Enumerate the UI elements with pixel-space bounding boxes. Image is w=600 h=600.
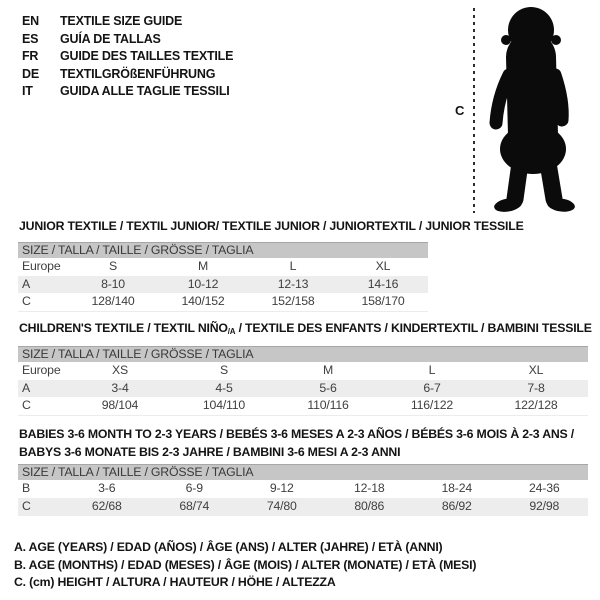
- size-cell: L: [428, 363, 436, 377]
- language-code: DE: [22, 66, 39, 81]
- children-title-pre: CHILDREN'S TEXTILE / TEXTIL NIÑO: [19, 321, 228, 335]
- size-cell: XL: [528, 363, 544, 377]
- footnote-height: C. (cm) HEIGHT / ALTURA / HAUTEUR / HÖHE / ALTEZZA: [14, 575, 336, 589]
- row-label: B: [22, 481, 31, 495]
- size-header-bar: SIZE / TALLA / TAILLE / GRÖSSE / TAGLIA: [18, 346, 588, 362]
- height-cell: 92/98: [529, 498, 560, 513]
- row-label: Europe: [22, 363, 61, 377]
- size-cell: S: [219, 363, 228, 377]
- babies-size-table: [18, 464, 588, 516]
- height-cell: 68/74: [179, 498, 210, 513]
- row-label: A: [22, 380, 31, 395]
- height-cell: 116/122: [410, 398, 454, 412]
- junior-table-title: JUNIOR TEXTILE / TEXTIL JUNIOR/ TEXTILE JUNIOR / JUNIORTEXTIL / JUNIOR TESSILE: [19, 219, 524, 233]
- height-cell: 74/80: [266, 498, 297, 513]
- months-cell: 6-9: [185, 481, 203, 495]
- months-cell: 24-36: [529, 481, 560, 495]
- height-cell: 140/152: [181, 294, 225, 308]
- language-title: GUÍA DE TALLAS: [60, 31, 161, 46]
- age-cell: 14-16: [367, 276, 399, 291]
- language-code: ES: [22, 31, 39, 46]
- row-label: C: [22, 498, 31, 513]
- size-header-bar: SIZE / TALLA / TAILLE / GRÖSSE / TAGLIA: [18, 242, 428, 258]
- size-cell: XL: [375, 259, 391, 273]
- age-cell: 7-8: [527, 380, 545, 395]
- height-cell: 104/110: [202, 398, 246, 412]
- age-cell: 3-4: [111, 380, 129, 395]
- language-title: TEXTILGRÖßENFÜHRUNG: [60, 66, 216, 81]
- height-cell: 80/86: [354, 498, 385, 513]
- size-cell: M: [197, 259, 209, 273]
- months-cell: 9-12: [269, 481, 294, 495]
- children-title-sub: /A: [227, 327, 236, 336]
- height-cell: 110/116: [307, 398, 349, 412]
- language-row-es: [22, 31, 233, 49]
- table-row-height: [18, 397, 588, 415]
- row-label: A: [22, 276, 31, 291]
- months-cell: 12-18: [354, 481, 385, 495]
- junior-size-table: [18, 242, 428, 312]
- size-header-bar: SIZE / TALLA / TAILLE / GRÖSSE / TAGLIA: [18, 464, 588, 480]
- table-row-europe: [18, 258, 428, 276]
- language-title-list: [22, 13, 233, 101]
- age-cell: 12-13: [277, 276, 309, 291]
- row-label: C: [22, 294, 31, 308]
- age-cell: 6-7: [423, 380, 441, 395]
- height-cell: 98/104: [101, 398, 139, 412]
- toddler-silhouette-icon: [481, 3, 599, 215]
- table-row-height: [18, 293, 428, 311]
- size-cell: M: [322, 363, 334, 377]
- size-cell: L: [289, 259, 297, 273]
- children-size-table: [18, 346, 588, 416]
- legend-footnotes: [14, 539, 476, 592]
- height-cell: 86/92: [441, 498, 472, 513]
- size-cell: S: [108, 259, 117, 273]
- footnote-age-months: B. AGE (MONTHS) / EDAD (MESES) / ÂGE (MOIS) / ALTER (MONATE) / ETÀ (MESI): [14, 557, 477, 572]
- table-row-europe: [18, 362, 588, 380]
- language-title: GUIDE DES TAILLES TEXTILE: [60, 49, 234, 63]
- language-row-fr: [22, 48, 233, 66]
- age-cell: 5-6: [319, 380, 337, 395]
- age-cell: 8-10: [101, 276, 125, 291]
- children-title-post: / TEXTILE DES ENFANTS / KINDERTEXTIL / BAMBINI TESSILE: [235, 321, 592, 335]
- row-label: Europe: [22, 259, 61, 273]
- footnote-age-years: A. AGE (YEARS) / EDAD (AÑOS) / ÂGE (ANS) / ALTER (JAHRE) / ETÀ (ANNI): [14, 540, 443, 554]
- size-cell: XS: [111, 363, 128, 377]
- age-cell: 10-12: [187, 276, 219, 291]
- children-table-title: [19, 320, 592, 341]
- babies-table-title: [19, 426, 574, 461]
- language-code: IT: [22, 84, 33, 98]
- language-row-de: [22, 66, 233, 84]
- age-cell: 4-5: [215, 380, 233, 395]
- language-row-en: [22, 13, 233, 31]
- babies-title-line1: BABIES 3-6 MONTH TO 2-3 YEARS / BEBÉS 3-6 MESES A 2-3 AÑOS / BÉBÉS 3-6 MOIS À 2-3 ANS /: [19, 427, 574, 441]
- babies-title-line2: BABYS 3-6 MONATE BIS 2-3 JAHRE / BAMBINI 3-6 MESI A 2-3 ANNI: [19, 444, 401, 459]
- row-label: C: [22, 398, 31, 412]
- height-dotted-line: [473, 8, 475, 213]
- language-title: TEXTILE SIZE GUIDE: [60, 14, 183, 28]
- table-row-age: [18, 276, 428, 294]
- table-row-height: [18, 498, 588, 516]
- figure-height-label: C: [455, 103, 465, 118]
- language-code: FR: [22, 49, 39, 63]
- months-cell: 3-6: [98, 481, 116, 495]
- language-row-it: [22, 83, 233, 101]
- height-cell: 128/140: [91, 294, 135, 308]
- language-title: GUIDA ALLE TAGLIE TESSILI: [60, 84, 230, 98]
- language-code: EN: [22, 14, 39, 28]
- table-row-months: [18, 480, 588, 498]
- height-cell: 158/170: [361, 294, 405, 308]
- height-cell: 122/128: [514, 398, 558, 412]
- height-cell: 152/158: [271, 294, 315, 308]
- table-row-age: [18, 380, 588, 398]
- months-cell: 18-24: [441, 481, 472, 495]
- height-cell: 62/68: [91, 498, 122, 513]
